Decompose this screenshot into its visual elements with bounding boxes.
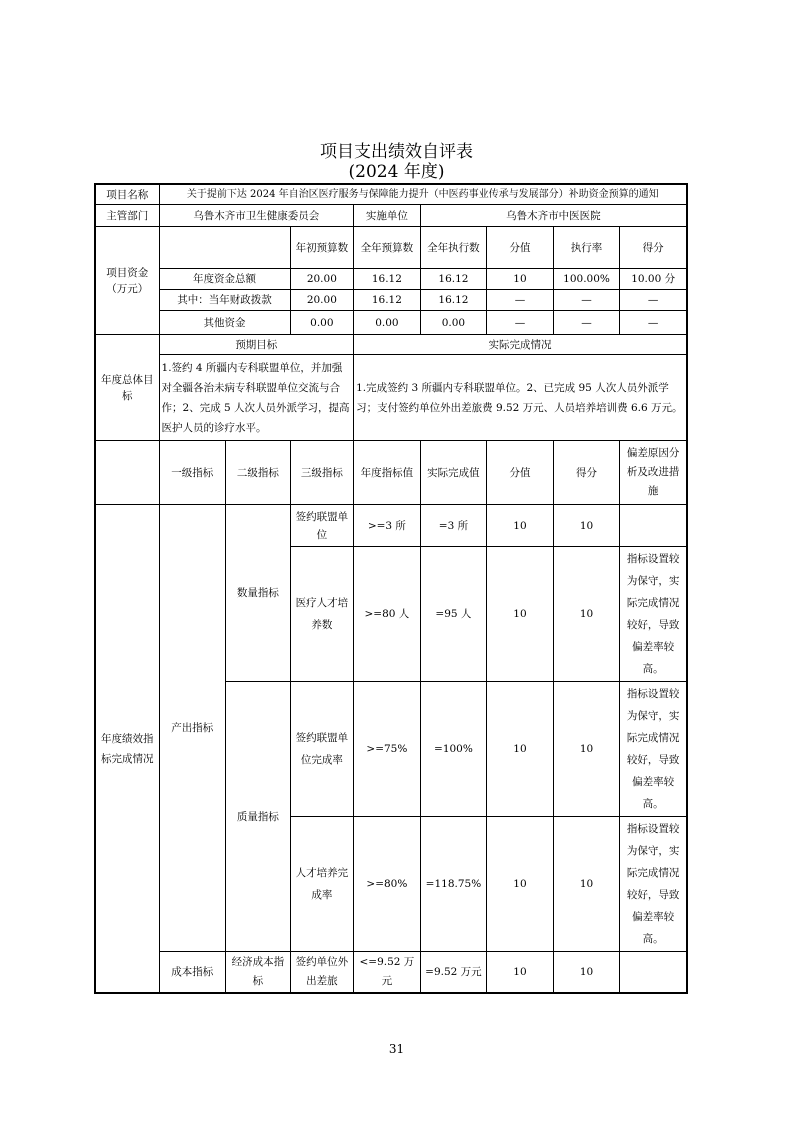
- indicator-actual: =100%: [420, 682, 487, 817]
- indicator-header: 一级指标: [159, 441, 226, 505]
- level1-output: 产出指标: [159, 505, 226, 952]
- indicator-header: 年度指标值: [354, 441, 421, 505]
- funds-cell: 20.00: [290, 269, 354, 290]
- funds-header-blank: [159, 227, 290, 269]
- funds-header-cell: 执行率: [553, 227, 620, 269]
- indicator-name: 签约单位外出差旅: [290, 952, 354, 993]
- indicator-header: 得分: [553, 441, 620, 505]
- indicator-header-blank: [96, 441, 160, 505]
- indicator-reason: 指标设置较为保守，实际完成情况较好，导致偏差率较高。: [620, 817, 687, 952]
- indicator-header: 分值: [487, 441, 554, 505]
- page-title: 项目支出绩效自评表: [320, 142, 473, 162]
- indicator-score-value: 10: [487, 952, 554, 993]
- expected-goal-text: 1.签约 4 所疆内专科联盟单位，并加强对全疆各治未病专科联盟单位交流与合作；2、完成 5 人次人员外派学习，提高医护人员的诊疗水平。: [159, 355, 354, 441]
- funds-cell: —: [553, 290, 620, 311]
- funds-cell: 10: [487, 269, 554, 290]
- indicator-score: 10: [553, 952, 620, 993]
- evaluation-table: [95, 184, 687, 993]
- indicator-actual: =9.52 万元: [420, 952, 487, 993]
- funds-cell: 20.00: [290, 290, 354, 311]
- funds-cell: —: [620, 311, 687, 335]
- funds-cell: 0.00: [290, 311, 354, 335]
- funds-header-cell: 分值: [487, 227, 554, 269]
- goals-label: 年度总体目标: [96, 335, 160, 441]
- indicator-name: 签约联盟单位: [290, 505, 354, 547]
- funds-cell: 16.12: [354, 290, 421, 311]
- impl-label: 实施单位: [354, 205, 421, 227]
- project-name-label: 项目名称: [96, 185, 160, 205]
- indicator-score: 10: [553, 682, 620, 817]
- indicator-section-label: 年度绩效指标完成情况: [96, 505, 160, 993]
- funds-row-label: 年度资金总额: [159, 269, 290, 290]
- funds-row-label: 其中：当年财政拨款: [159, 290, 290, 311]
- dept-label: 主管部门: [96, 205, 160, 227]
- funds-header-cell: 全年执行数: [420, 227, 487, 269]
- funds-cell: 0.00: [354, 311, 421, 335]
- impl-value: 乌鲁木齐市中医医院: [420, 205, 686, 227]
- indicator-score-value: 10: [487, 817, 554, 952]
- level2-economic: 经济成本指标: [226, 952, 291, 993]
- page-number: 31: [388, 1042, 405, 1056]
- funds-header-cell: 全年预算数: [354, 227, 421, 269]
- funds-header-cell: 年初预算数: [290, 227, 354, 269]
- indicator-score-value: 10: [487, 682, 554, 817]
- indicator-target: <=9.52 万元: [354, 952, 421, 993]
- funds-row-label: 其他资金: [159, 311, 290, 335]
- indicator-reason: 指标设置较为保守，实际完成情况较好，导致偏差率较高。: [620, 547, 687, 682]
- indicator-target: >=80%: [354, 817, 421, 952]
- indicator-reason: [620, 505, 687, 547]
- funds-cell: 10.00 分: [620, 269, 687, 290]
- indicator-score: 10: [553, 547, 620, 682]
- indicator-score-value: 10: [487, 505, 554, 547]
- indicator-header: 实际完成值: [420, 441, 487, 505]
- funds-header-cell: 得分: [620, 227, 687, 269]
- indicator-actual: =3 所: [420, 505, 487, 547]
- indicator-name: 人才培养完成率: [290, 817, 354, 952]
- funds-cell: 100.00%: [553, 269, 620, 290]
- indicator-name: 签约联盟单位完成率: [290, 682, 354, 817]
- funds-cell: —: [620, 290, 687, 311]
- funds-cell: —: [487, 290, 554, 311]
- funds-label: 项目资金（万元）: [96, 227, 160, 335]
- indicator-target: >=80 人: [354, 547, 421, 682]
- indicator-name: 医疗人才培养数: [290, 547, 354, 682]
- level1-cost: 成本指标: [159, 952, 226, 993]
- page-subtitle: (2024 年度): [348, 162, 445, 182]
- indicator-reason: [620, 952, 687, 993]
- level2-quality: 质量指标: [226, 682, 291, 952]
- indicator-target: >=75%: [354, 682, 421, 817]
- funds-cell: 0.00: [420, 311, 487, 335]
- actual-result-text: 1.完成签约 3 所疆内专科联盟单位。2、已完成 95 人次人员外派学习；支付签约单位外出差旅费 9.52 万元、人员培养培训费 6.6 万元。: [354, 355, 687, 441]
- indicator-target: >=3 所: [354, 505, 421, 547]
- indicator-actual: =95 人: [420, 547, 487, 682]
- level2-quantity: 数量指标: [226, 505, 291, 682]
- expected-goal-label: 预期目标: [159, 335, 354, 355]
- funds-cell: —: [553, 311, 620, 335]
- indicator-score-value: 10: [487, 547, 554, 682]
- indicator-header: 三级指标: [290, 441, 354, 505]
- indicator-reason: 指标设置较为保守，实际完成情况较好，导致偏差率较高。: [620, 682, 687, 817]
- indicator-header: 二级指标: [226, 441, 291, 505]
- funds-cell: 16.12: [420, 269, 487, 290]
- indicator-actual: =118.75%: [420, 817, 487, 952]
- indicator-score: 10: [553, 505, 620, 547]
- funds-cell: —: [487, 311, 554, 335]
- funds-cell: 16.12: [354, 269, 421, 290]
- actual-result-label: 实际完成情况: [354, 335, 687, 355]
- indicator-score: 10: [553, 817, 620, 952]
- indicator-header: 偏差原因分析及改进措施: [620, 441, 687, 505]
- dept-value: 乌鲁木齐市卫生健康委员会: [159, 205, 354, 227]
- funds-cell: 16.12: [420, 290, 487, 311]
- project-name: 关于提前下达 2024 年自治区医疗服务与保障能力提升（中医药事业传承与发展部分）补助资金预算的通知: [159, 185, 686, 205]
